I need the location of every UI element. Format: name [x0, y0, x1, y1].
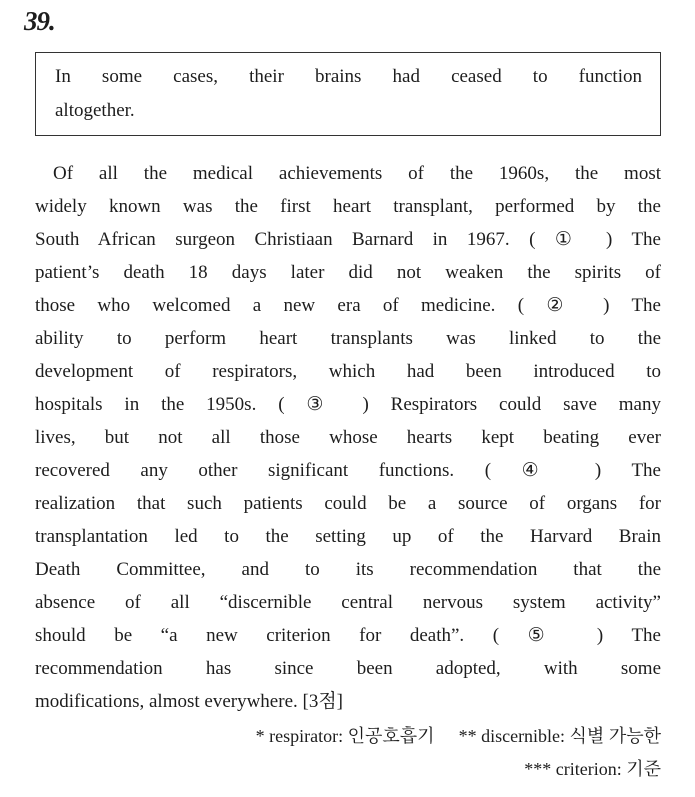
passage-line: realization that such patients could be a source of organs for	[35, 493, 661, 514]
footnote-line-2	[35, 753, 661, 786]
footnotes	[35, 720, 661, 786]
footnote-line-1	[35, 720, 661, 753]
question-number: 39.	[24, 6, 55, 36]
insert-sentence-line: In some cases, their brains had ceased to function	[55, 66, 642, 87]
insert-sentence-line: altogether.	[55, 100, 135, 121]
insert-sentence-box	[35, 52, 661, 136]
passage-line: transplantation led to the setting up of the Harvard Brain	[35, 526, 661, 547]
passage	[35, 157, 661, 718]
passage-line: recovered any other significant functions. ( ④ ) The	[35, 460, 661, 481]
passage-line: lives, but not all those whose hearts kept beating ever	[35, 427, 661, 448]
passage-line: Death Committee, and to its recommendation that the	[35, 559, 661, 580]
passage-line: those who welcomed a new era of medicine. ( ② ) The	[35, 295, 661, 316]
passage-line: should be “a new criterion for death”. ( ⑤ ) The	[35, 625, 661, 646]
footnote-respirator: * respirator: 인공호흡기	[255, 726, 435, 746]
exam-question-page	[0, 4, 695, 786]
passage-line: modifications, almost everywhere. [3점]	[35, 691, 344, 712]
passage-line: widely known was the first heart transplant, performed by the	[35, 196, 661, 217]
passage-line: development of respirators, which had been introduced to	[35, 361, 661, 382]
footnote-discernible: ** discernible: 식별 가능한	[458, 726, 661, 746]
passage-line: South African surgeon Christiaan Barnard in 1967. ( ① ) The	[35, 229, 661, 250]
passage-line: recommendation has since been adopted, with some	[35, 658, 661, 679]
passage-line: Of all the medical achievements of the 1960s, the most	[53, 163, 661, 184]
question-content	[35, 52, 661, 786]
passage-line: absence of all “discernible central nervous system activity”	[35, 592, 661, 613]
passage-line: hospitals in the 1950s. ( ③ ) Respirators could save many	[35, 394, 661, 415]
passage-line: patient’s death 18 days later did not weaken the spirits of	[35, 262, 661, 283]
passage-line: ability to perform heart transplants was linked to the	[35, 328, 661, 349]
footnote-criterion: *** criterion: 기준	[524, 759, 661, 779]
